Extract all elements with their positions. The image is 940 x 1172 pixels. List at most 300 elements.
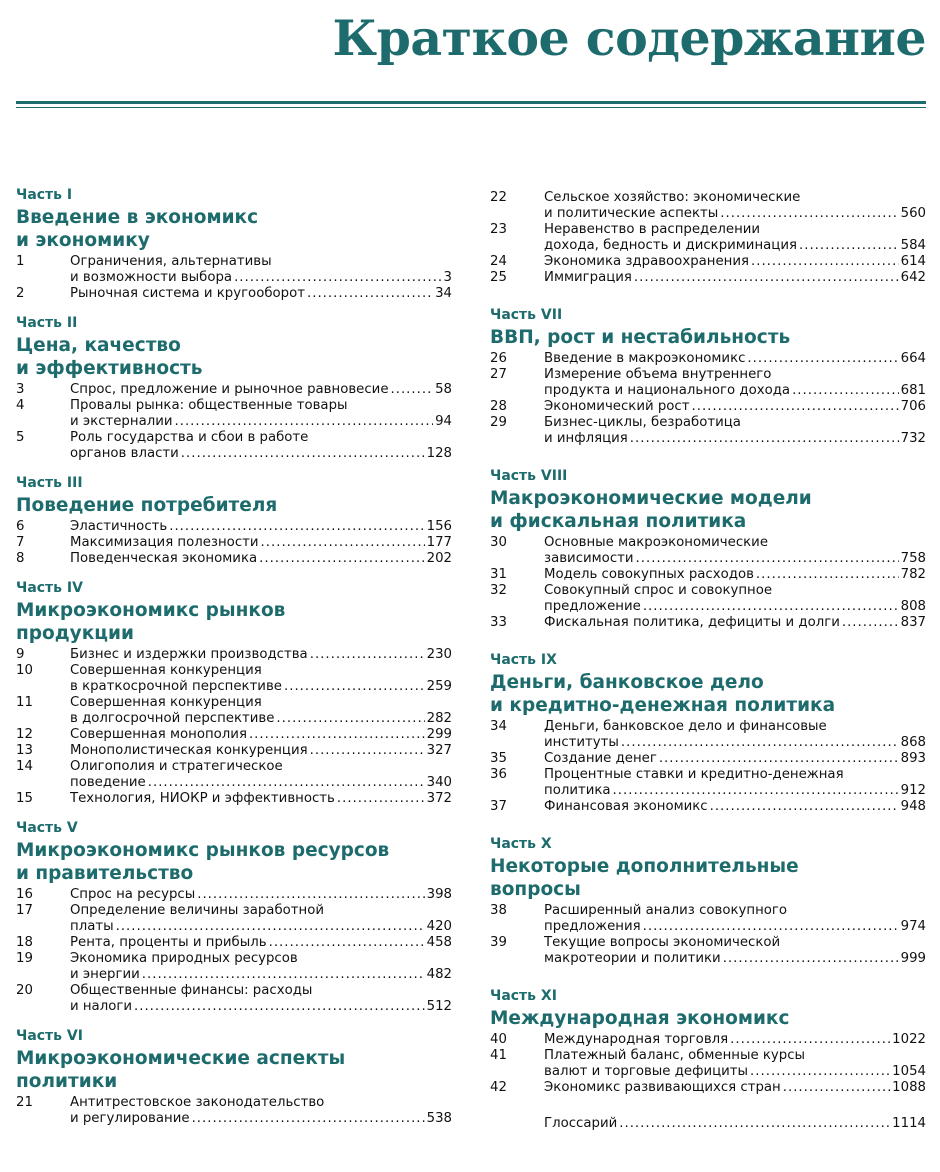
chapter-number: 41: [490, 1048, 507, 1063]
chapter-number: 14: [16, 759, 33, 774]
chapter-number: 38: [490, 903, 507, 918]
chapter-list: [490, 351, 926, 447]
chapter-list: [16, 647, 452, 807]
chapter-title-line: макротеории и политики: [544, 951, 721, 966]
toc-part: [16, 474, 452, 567]
toc-part: [490, 987, 926, 1096]
chapter-title-line: Экономикс развивающихся стран: [544, 1080, 781, 1095]
glossary-label: Глоссарий: [544, 1116, 618, 1131]
part-label: Часть X: [490, 836, 552, 852]
page-number: 758: [900, 551, 926, 566]
page-number: 1088: [892, 1080, 926, 1095]
chapter-entry[interactable]: [16, 647, 452, 663]
dot-leader: [799, 238, 899, 254]
part-title-line: и правительство: [16, 863, 194, 884]
chapter-title-last-line: [544, 1032, 926, 1048]
chapter-entry[interactable]: [16, 519, 452, 535]
chapter-title-last-line: [544, 951, 926, 967]
chapter-entry[interactable]: [490, 399, 926, 415]
chapter-title-last-line: [70, 519, 452, 535]
chapter-number: 34: [490, 719, 507, 734]
part-title-line: Поведение потребителя: [16, 495, 278, 516]
dot-leader: [643, 599, 899, 615]
chapter-title-line: в краткосрочной перспективе: [70, 679, 282, 694]
chapter-number: 8: [16, 551, 25, 566]
page-number: 372: [426, 791, 452, 806]
chapter-entry[interactable]: [490, 254, 926, 270]
chapter-title-last-line: [70, 919, 452, 935]
chapter-title-last-line: [544, 383, 926, 399]
chapter-title-line: и экстерналии: [70, 414, 173, 429]
chapter-entry[interactable]: [490, 1080, 926, 1096]
chapter-title-last-line: [544, 551, 926, 567]
chapter-title-last-line: [70, 1111, 452, 1127]
chapter-title-last-line: [544, 751, 926, 767]
dot-leader: [391, 382, 434, 398]
chapter-list: [16, 1095, 452, 1127]
chapter-entry[interactable]: [16, 286, 452, 302]
page-number: 999: [900, 951, 926, 966]
chapter-body: [70, 1095, 452, 1127]
chapter-body: [544, 222, 926, 254]
chapter-number: 16: [16, 887, 33, 902]
chapter-title-line: поведение: [70, 775, 146, 790]
part-title: [16, 494, 452, 517]
part-label: Часть IV: [16, 580, 83, 596]
dot-leader: [621, 735, 899, 751]
chapter-entry[interactable]: [490, 270, 926, 286]
chapter-entry[interactable]: [490, 935, 926, 967]
chapter-list: [16, 887, 452, 1015]
page-number: 230: [426, 647, 452, 662]
part-title-line: Микроэкономикс рынков: [16, 600, 286, 621]
chapter-title-line: Неравенство в распределении: [544, 222, 761, 237]
chapter-entry[interactable]: [490, 583, 926, 615]
chapter-body: [70, 382, 452, 398]
page-number: 340: [426, 775, 452, 790]
chapter-number: 13: [16, 743, 33, 758]
chapter-body: [544, 535, 926, 567]
toc-part: [490, 467, 926, 631]
chapter-entry[interactable]: [16, 254, 452, 286]
chapter-title-last-line: [544, 238, 926, 254]
page-number: 948: [900, 799, 926, 814]
dot-leader: [249, 727, 425, 743]
chapter-title-line: Спрос на ресурсы: [70, 887, 196, 902]
chapter-number: 36: [490, 767, 507, 782]
chapter-entry[interactable]: [16, 951, 452, 983]
page-number: 538: [426, 1111, 452, 1126]
chapter-entry[interactable]: [490, 190, 926, 222]
chapter-list: [490, 719, 926, 815]
dot-leader: [750, 1064, 890, 1080]
chapter-title-line: Измерение объема внутреннего: [544, 367, 772, 382]
chapter-entry[interactable]: [16, 983, 452, 1015]
dot-leader: [169, 519, 424, 535]
page-number: 3: [443, 270, 452, 285]
toc-part: [490, 835, 926, 967]
part-title-line: и экономику: [16, 230, 150, 251]
chapter-entry[interactable]: [490, 367, 926, 399]
dot-leader: [792, 383, 899, 399]
chapter-title-last-line: [544, 615, 926, 631]
chapter-title-last-line: [544, 783, 926, 799]
chapter-title-line: Рыночная система и кругооборот: [70, 286, 305, 301]
chapter-title-line: и энергии: [70, 967, 140, 982]
page-number: 299: [426, 727, 452, 742]
chapter-title-line: Сельское хозяйство: экономические: [544, 190, 801, 205]
chapter-title-last-line: [70, 967, 452, 983]
part-label: Часть V: [16, 820, 78, 836]
chapter-title-last-line: [70, 679, 452, 695]
chapter-title-line: Спрос, предложение и рыночное равновесие: [70, 382, 389, 397]
chapter-entry[interactable]: [490, 615, 926, 631]
page-number: 706: [900, 399, 926, 414]
dot-leader: [175, 414, 434, 430]
part-title-line: Цена, качество: [16, 335, 181, 356]
chapter-title-line: Бизнес и издержки производства: [70, 647, 308, 662]
chapter-body: [544, 399, 926, 415]
chapter-entry[interactable]: [16, 727, 452, 743]
chapter-number: 29: [490, 415, 507, 430]
chapter-number: 31: [490, 567, 507, 582]
page-number: 664: [900, 351, 926, 366]
chapter-entry[interactable]: [16, 663, 452, 695]
chapter-number: 30: [490, 535, 507, 550]
chapter-number: 5: [16, 430, 25, 445]
chapter-body: [70, 743, 452, 759]
dot-leader: [630, 431, 899, 447]
chapter-entry[interactable]: [490, 751, 926, 767]
dot-leader: [134, 999, 425, 1015]
chapter-entry[interactable]: [490, 535, 926, 567]
chapter-title-line: предложение: [544, 599, 641, 614]
dot-leader: [259, 551, 424, 567]
part-label: Часть XI: [490, 988, 557, 1004]
part-title: [16, 1047, 452, 1093]
chapter-body: [544, 270, 926, 286]
chapter-title-last-line: [70, 414, 452, 430]
chapter-number: 21: [16, 1095, 33, 1110]
chapter-title-line: Совокупный спрос и совокупное: [544, 583, 773, 598]
chapter-body: [544, 1048, 926, 1080]
chapter-title-last-line: [544, 799, 926, 815]
chapter-body: [544, 367, 926, 399]
chapter-title-line: предложения: [544, 919, 641, 934]
part-title-line: политики: [16, 1071, 118, 1092]
part-title-line: Микроэкономические аспекты: [16, 1048, 346, 1069]
chapter-body: [70, 759, 452, 791]
chapter-entry[interactable]: [490, 567, 926, 583]
chapter-number: 39: [490, 935, 507, 950]
chapter-title-last-line: [544, 206, 926, 222]
dot-leader: [142, 967, 425, 983]
part-label: Часть VII: [490, 307, 563, 323]
toc-part: [16, 819, 452, 1015]
chapter-title-last-line: [544, 599, 926, 615]
toc-part: [490, 190, 926, 286]
dot-leader: [310, 743, 425, 759]
dot-leader: [723, 951, 899, 967]
chapter-title-line: Финансовая экономикс: [544, 799, 708, 814]
chapter-body: [544, 767, 926, 799]
chapter-entry[interactable]: [490, 767, 926, 799]
dot-leader: [659, 751, 899, 767]
chapter-title-line: Монополистическая конкуренция: [70, 743, 308, 758]
chapter-number: 12: [16, 727, 33, 742]
chapter-title-last-line: [70, 775, 452, 791]
chapter-entry[interactable]: [16, 382, 452, 398]
page-number: 1022: [892, 1032, 926, 1047]
part-title-line: и фискальная политика: [490, 511, 747, 532]
page-number: 584: [900, 238, 926, 253]
glossary-line: [544, 1116, 926, 1132]
chapter-entry[interactable]: [490, 1048, 926, 1080]
part-title: [490, 855, 926, 901]
page-number: 512: [426, 999, 452, 1014]
chapter-body: [70, 398, 452, 430]
page-number: 458: [426, 935, 452, 950]
page-number: 34: [435, 286, 452, 301]
chapter-title-last-line: [544, 1064, 926, 1080]
chapter-number: 11: [16, 695, 33, 710]
chapter-title-line: Провалы рынка: общественные товары: [70, 398, 348, 413]
chapter-title-line: Создание денег: [544, 751, 657, 766]
chapter-title-last-line: [544, 270, 926, 286]
chapter-title-line: и политические аспекты: [544, 206, 719, 221]
part-title: [16, 599, 452, 645]
chapter-number: 7: [16, 535, 25, 550]
part-title-line: ВВП, рост и нестабильность: [490, 327, 791, 348]
chapter-entry[interactable]: [490, 903, 926, 935]
chapter-body: [544, 567, 926, 583]
dot-leader: [181, 446, 425, 462]
chapter-title-line: институты: [544, 735, 619, 750]
chapter-entry[interactable]: [16, 903, 452, 935]
chapter-body: [544, 903, 926, 935]
chapter-title-last-line: [70, 382, 452, 398]
chapter-body: [70, 695, 452, 727]
chapter-body: [544, 415, 926, 447]
chapter-title-last-line: [70, 791, 452, 807]
chapter-number: 1: [16, 254, 25, 269]
dot-leader: [307, 286, 433, 302]
part-label: Часть I: [16, 187, 73, 203]
page-number: 259: [426, 679, 452, 694]
dot-leader: [261, 535, 425, 551]
chapter-entry[interactable]: [490, 415, 926, 447]
chapter-entry[interactable]: [16, 695, 452, 727]
part-title: [490, 671, 926, 717]
page-number: 782: [900, 567, 926, 582]
dot-leader: [730, 1032, 890, 1048]
chapter-title-last-line: [544, 735, 926, 751]
chapter-title-last-line: [544, 919, 926, 935]
dot-leader: [337, 791, 425, 807]
part-label: Часть VI: [16, 1028, 83, 1044]
chapter-number: 9: [16, 647, 25, 662]
chapter-body: [544, 583, 926, 615]
chapter-title-line: и налоги: [70, 999, 132, 1014]
toc-column-right: [490, 188, 926, 1132]
chapter-entry[interactable]: [16, 935, 452, 951]
part-label: Часть IX: [490, 652, 557, 668]
chapter-title-last-line: [70, 270, 452, 286]
chapter-title-last-line: [70, 935, 452, 951]
chapter-body: [544, 1032, 926, 1048]
chapter-entry[interactable]: [490, 1032, 926, 1048]
chapter-title-line: Определение величины заработной: [70, 903, 325, 918]
part-title: [490, 326, 926, 349]
chapter-number: 15: [16, 791, 33, 806]
part-title-line: продукции: [16, 623, 134, 644]
chapter-entry[interactable]: [16, 398, 452, 430]
toc-part: [16, 1027, 452, 1127]
dot-leader: [269, 935, 425, 951]
chapter-body: [70, 727, 452, 743]
chapter-title-line: Поведенческая экономика: [70, 551, 258, 566]
chapter-title-last-line: [70, 551, 452, 567]
chapter-number: 3: [16, 382, 25, 397]
chapter-number: 17: [16, 903, 33, 918]
chapter-entry[interactable]: [490, 719, 926, 751]
chapter-title-last-line: [70, 535, 452, 551]
chapter-number: 33: [490, 615, 507, 630]
glossary-entry[interactable]: [490, 1116, 926, 1132]
part-title-line: вопросы: [490, 879, 581, 900]
chapter-title-line: Олигополия и стратегическое: [70, 759, 283, 774]
chapter-body: [70, 286, 452, 302]
chapter-title-last-line: [70, 887, 452, 903]
chapter-body: [70, 663, 452, 695]
chapter-title-line: Экономический рост: [544, 399, 690, 414]
chapter-title-line: Эластичность: [70, 519, 168, 534]
chapter-title-last-line: [70, 286, 452, 302]
part-title-line: Международная экономикс: [490, 1008, 790, 1029]
part-title-line: Некоторые дополнительные: [490, 856, 799, 877]
chapter-number: 4: [16, 398, 25, 413]
part-title: [16, 839, 452, 885]
chapter-title-last-line: [70, 743, 452, 759]
dot-leader: [783, 1080, 890, 1096]
chapter-list: [16, 519, 452, 567]
part-title: [490, 487, 926, 533]
chapter-entry[interactable]: [16, 887, 452, 903]
dot-leader: [643, 919, 899, 935]
chapter-title-line: органов власти: [70, 446, 179, 461]
chapter-title-line: зависимости: [544, 551, 634, 566]
chapter-title-line: Ограничения, альтернативы: [70, 254, 272, 269]
chapter-number: 19: [16, 951, 33, 966]
page-number: 560: [900, 206, 926, 221]
chapter-number: 28: [490, 399, 507, 414]
chapter-entry[interactable]: [490, 799, 926, 815]
dot-leader: [310, 647, 425, 663]
part-title: [490, 1007, 926, 1030]
chapter-number: 24: [490, 254, 507, 269]
chapter-title-line: Технология, НИОКР и эффективность: [70, 791, 335, 806]
chapter-title-line: Деньги, банковское дело и финансовые: [544, 719, 827, 734]
page-number: 808: [900, 599, 926, 614]
chapter-title-line: Совершенная монополия: [70, 727, 247, 742]
chapter-number: 42: [490, 1080, 507, 1095]
page-number: 912: [900, 783, 926, 798]
chapter-title-line: Расширенный анализ совокупного: [544, 903, 788, 918]
chapter-entry[interactable]: [490, 351, 926, 367]
chapter-body: [70, 903, 452, 935]
chapter-entry[interactable]: [16, 430, 452, 462]
dot-leader: [756, 567, 899, 583]
chapter-body: [70, 951, 452, 983]
chapter-title-line: Экономика здравоохранения: [544, 254, 749, 269]
part-title: [16, 206, 452, 252]
header-rule-thin: [16, 107, 926, 108]
page-number: 398: [426, 887, 452, 902]
dot-leader: [148, 775, 425, 791]
dot-leader: [234, 270, 441, 286]
glossary-spacer: [490, 1116, 544, 1132]
page-number: 732: [900, 431, 926, 446]
chapter-number: 18: [16, 935, 33, 950]
toc-part: [16, 579, 452, 807]
chapter-body: [70, 535, 452, 551]
chapter-body: [70, 983, 452, 1015]
part-title-line: Введение в экономикс: [16, 207, 259, 228]
chapter-entry[interactable]: [16, 791, 452, 807]
dot-leader: [751, 254, 899, 270]
dot-leader: [634, 270, 899, 286]
dot-leader: [192, 1111, 425, 1127]
chapter-title-line: Введение в макроэкономикс: [544, 351, 746, 366]
chapter-title-last-line: [70, 647, 452, 663]
dot-leader: [276, 711, 424, 727]
page-number: 681: [900, 383, 926, 398]
chapter-number: 20: [16, 983, 33, 998]
chapter-entry[interactable]: [16, 759, 452, 791]
dot-leader: [747, 351, 898, 367]
part-label: Часть III: [16, 475, 83, 491]
chapter-body: [544, 1080, 926, 1096]
chapter-number: 26: [490, 351, 507, 366]
page-number: 177: [426, 535, 452, 550]
chapter-number: 37: [490, 799, 507, 814]
chapter-entry[interactable]: [16, 1095, 452, 1127]
toc-part: [490, 651, 926, 815]
chapter-number: 22: [490, 190, 507, 205]
chapter-title-line: Совершенная конкуренция: [70, 663, 262, 678]
dot-leader: [619, 1116, 890, 1132]
chapter-body: [544, 751, 926, 767]
chapter-list: [490, 903, 926, 967]
chapter-title-line: и инфляция: [544, 431, 628, 446]
chapter-body: [70, 791, 452, 807]
chapter-title-line: Антитрестовское законодательство: [70, 1095, 325, 1110]
chapter-entry[interactable]: [16, 551, 452, 567]
chapter-title-last-line: [544, 351, 926, 367]
dot-leader: [842, 615, 899, 631]
chapter-entry[interactable]: [16, 743, 452, 759]
chapter-entry[interactable]: [16, 535, 452, 551]
part-title-line: Микроэкономикс рынков ресурсов: [16, 840, 390, 861]
chapter-entry[interactable]: [490, 222, 926, 254]
page-number: 58: [435, 382, 452, 397]
chapter-title-line: Иммиграция: [544, 270, 632, 285]
part-label: Часть VIII: [490, 468, 568, 484]
chapter-title-line: Международная торговля: [544, 1032, 729, 1047]
page-number: 156: [426, 519, 452, 534]
chapter-body: [70, 551, 452, 567]
chapter-title-line: в долгосрочной перспективе: [70, 711, 275, 726]
